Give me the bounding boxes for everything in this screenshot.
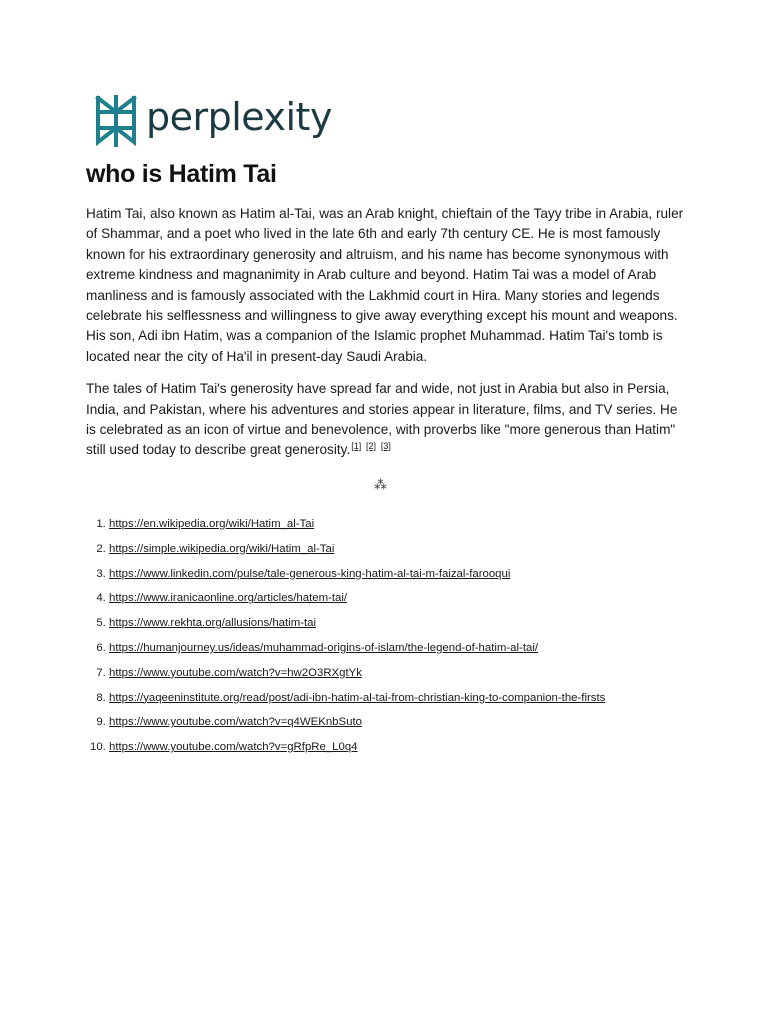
reference-link[interactable]: https://www.youtube.com/watch?v=gRfpRe_L0q4 [109,741,358,754]
brand-wordmark: perplexity [146,95,332,139]
reference-link[interactable]: https://www.rekhta.org/allusions/hatim-tai [109,617,317,630]
reference-item [109,710,729,735]
reference-item [109,686,729,711]
answer-paragraph: Hatim Tai, also known as Hatim al-Tai, was an Arab knight, chieftain of the Tayy tribe in Arabia, ruler of Shammar, and a poet who lived in the late 6th and early 7th century CE. He is most famously known for his extraordinary generosity and altruism, and his name has become synonymous with extreme kindness and magnanimity in Arab culture and beyond. Hatim Tai was a model of Arab manliness and is famously associated with the Lakhmid court in Hira. Many stories and legends celebrate his selflessness and willingness to give away everything except his mount and weapons. His son, Adi ibn Hatim, was a companion of the Islamic prophet Muhammad. Hatim Tai's tomb is located near the city of Ha'il in present-day Saudi Arabia. [86,206,684,364]
citation-link[interactable]: [2] [366,440,377,451]
perplexity-logo-icon [94,94,138,148]
query-title: who is Hatim Tai [86,160,277,188]
section-divider: ⁂ [374,477,387,492]
answer-body [86,204,686,473]
reference-item [109,586,729,611]
reference-link[interactable]: https://simple.wikipedia.org/wiki/Hatim_al-Tai [109,542,335,555]
reference-link[interactable]: https://yaqeeninstitute.org/read/post/adi-ibn-hatim-al-tai-from-christian-king-to-companion-the-firsts [109,691,606,704]
reference-item [109,611,729,636]
reference-item [109,537,729,562]
perplexity-logo [94,94,332,148]
reference-item [109,512,729,537]
reference-link[interactable]: https://www.youtube.com/watch?v=hw2O3RXgtYk [109,666,362,679]
reference-item [109,562,729,587]
reference-link[interactable]: https://www.youtube.com/watch?v=q4WEKnbSuto [109,716,362,729]
answer-paragraph [86,379,686,461]
reference-link[interactable]: https://humanjourney.us/ideas/muhammad-origins-of-islam/the-legend-of-hatim-al-tai/ [109,641,539,654]
citation-link[interactable]: [1] [351,440,362,451]
reference-item [109,661,729,686]
reference-list [86,512,729,760]
answer-paragraph-text: The tales of Hatim Tai's generosity have spread far and wide, not just in Arabia but also in Persia, India, and Pakistan, where his adventures and stories appear in literature, films, and TV series. He is celebrated as an icon of virtue and benevolence, with proverbs like "more generous than Hatim" still used today to describe great generosity. [86,381,678,458]
reference-link[interactable]: https://www.linkedin.com/pulse/tale-generous-king-hatim-al-tai-m-faizal-farooqui [109,567,511,580]
reference-link[interactable]: https://en.wikipedia.org/wiki/Hatim_al-Tai [109,518,315,530]
citation-link[interactable]: [3] [380,440,391,451]
reference-item [109,636,729,661]
reference-link[interactable]: https://www.iranicaonline.org/articles/hatem-tai/ [109,592,348,605]
reference-item [109,735,729,760]
